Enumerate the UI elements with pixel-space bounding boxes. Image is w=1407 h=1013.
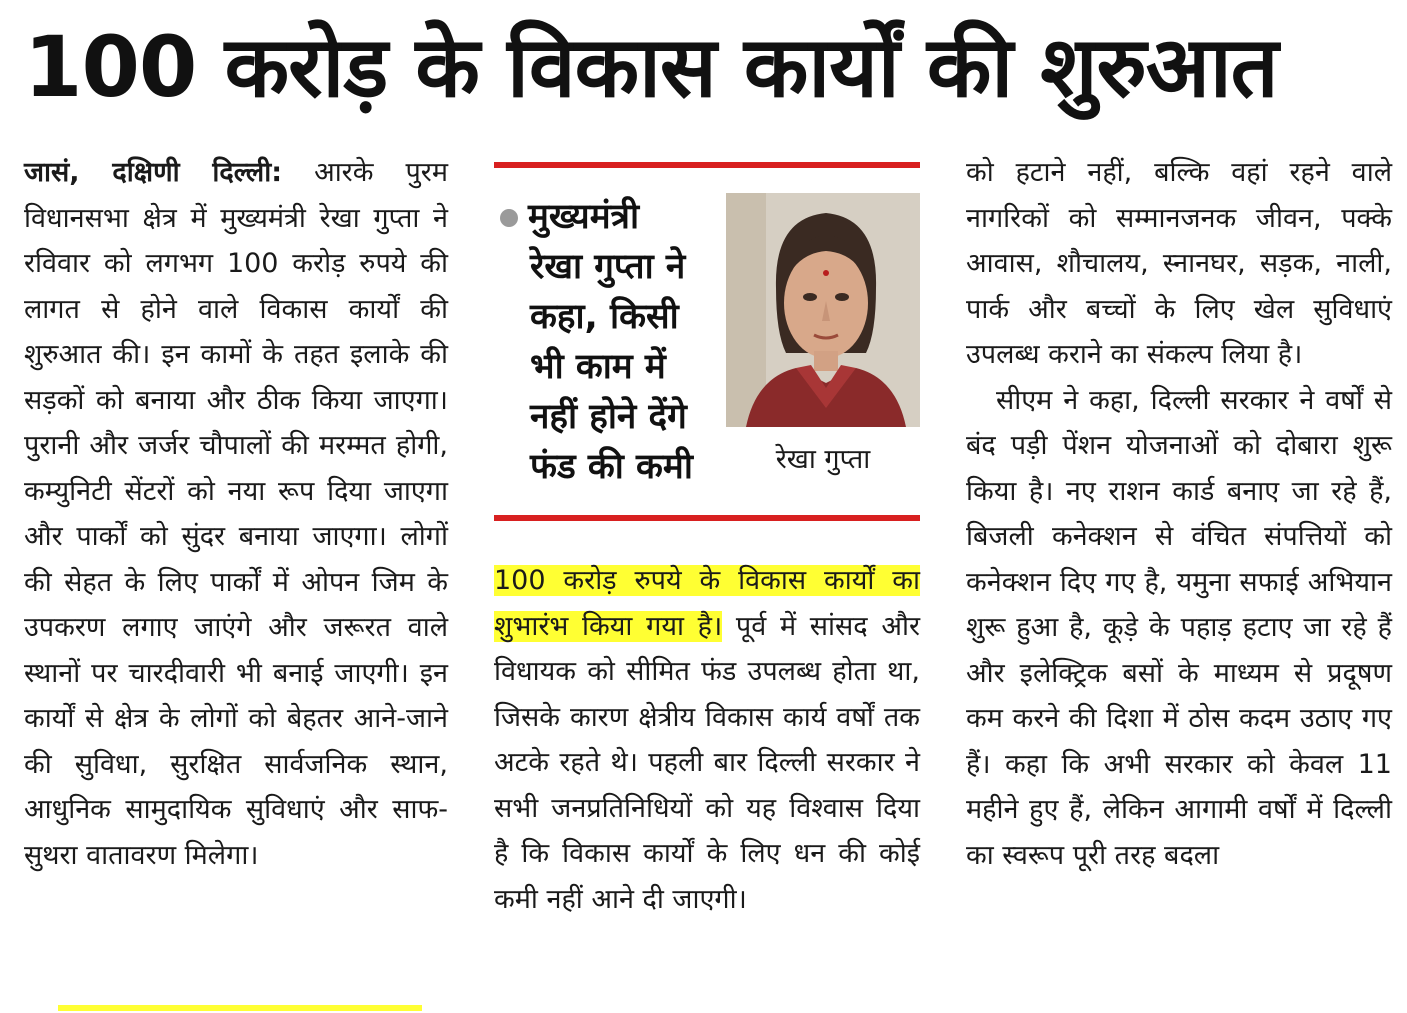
article-column-1 [24, 150, 448, 878]
pullquote-top-rule [494, 162, 920, 168]
column-2-body: पूर्व में सांसद और विधायक को सीमित फंड उपलब्ध होता था, जिसके कारण क्षेत्रीय विकास कार्य वर्षों तक अटके रहते थे। पहली बार दिल्ली सरकार ने सभी जनप्रतिनिधियों को यह विश्वास दिया है कि विकास कार्यों के लिए धन की कोई कमी नहीं आने दी जाएगी। [494, 610, 920, 915]
pullquote-line: मुख्यमंत्री [500, 192, 715, 242]
pullquote-line: नहीं होने देंगे [530, 397, 687, 437]
person-portrait-icon [726, 193, 920, 427]
column-3-para-1: को हटाने नहीं, बल्कि वहां रहने वाले नागरिकों को सम्मानजनक जीवन, पक्के आवास, शौचालय, स्नानघर, सड़क, नाली, पार्क और बच्चों के लिए खेल सुविधाएं उपलब्ध कराने का संकल्प लिया है। [966, 157, 1392, 370]
column-3-para-2: सीएम ने कहा, दिल्ली सरकार ने वर्षों से बंद पड़ी पेंशन योजनाओं को दोबारा शुरू किया है। नए राशन कार्ड बनाए जा रहे हैं, बिजली कनेक्शन से वंचित संपत्तियों को कनेक्शन दिए गए है, यमुना सफाई अभियान शुरू हुआ है, कूड़े के पहाड़ हटाए जा रहे हैं और इलेक्ट्रिक बसों के माध्यम से प्रदूषण कम करने की दिशा में ठोस कदम उठाए गए हैं। कहा कि अभी सरकार को केवल 11 महीने हुए हैं, लेकिन आगामी वर्षों में दिल्ली का स्वरूप पूरी तरह बदला [966, 384, 1392, 871]
pullquote-line: फंड की कमी [530, 447, 693, 487]
article-column-3 [966, 150, 1392, 878]
bullet-icon [500, 209, 518, 227]
column-1-body: आरके पुरम विधानसभा क्षेत्र में मुख्यमंत्री रेखा गुप्ता ने रविवार को लगभग 100 करोड़ रुपये की लागत से होने वाले विकास कार्यों की शुरुआत की। इन कामों के तहत इलाके की सड़कों को बनाया और ठीक किया जाएगा। पुरानी और जर्जर चौपालों की मरम्मत होगी, कम्युनिटी सेंटरों को नया रूप दिया जाएगा और पार्कों को सुंदर बनाया जाएगा। लोगों की सेहत के लिए पार्कों में ओपन जिम के उपकरण लगाए जाएंगे और जरूरत वाले स्थानों पर चारदीवारी भी बनाई जाएगी। इन कार्यों से क्षेत्र के लोगों को बेहतर आने-जाने की सुविधा, सुरक्षित सार्वजनिक स्थान, आधुनिक सामुदायिक सुविधाएं और साफ-सुथरा वातावरण मिलेगा। [24, 157, 448, 871]
pullquote-line: कहा, किसी [530, 297, 679, 337]
photo-caption: रेखा गुप्ता [775, 444, 871, 475]
pullquote-bottom-rule [494, 515, 920, 521]
highlight-underline [58, 1005, 422, 1011]
headline: 100 करोड़ के विकास कार्यों की शुरुआत [24, 18, 1278, 116]
pullquote-line: भी काम में [530, 347, 666, 387]
pullquote-line: रेखा गुप्ता ने [530, 247, 686, 287]
pullquote [500, 192, 715, 492]
portrait-photo [726, 193, 920, 427]
highlighted-sentence: 100 करोड़ रुपये के विकास कार्यों का शुभारंभ किया गया है। [494, 565, 920, 642]
dateline: जासं, दक्षिणी दिल्ली: [24, 157, 283, 188]
article-column-2 [494, 558, 920, 922]
